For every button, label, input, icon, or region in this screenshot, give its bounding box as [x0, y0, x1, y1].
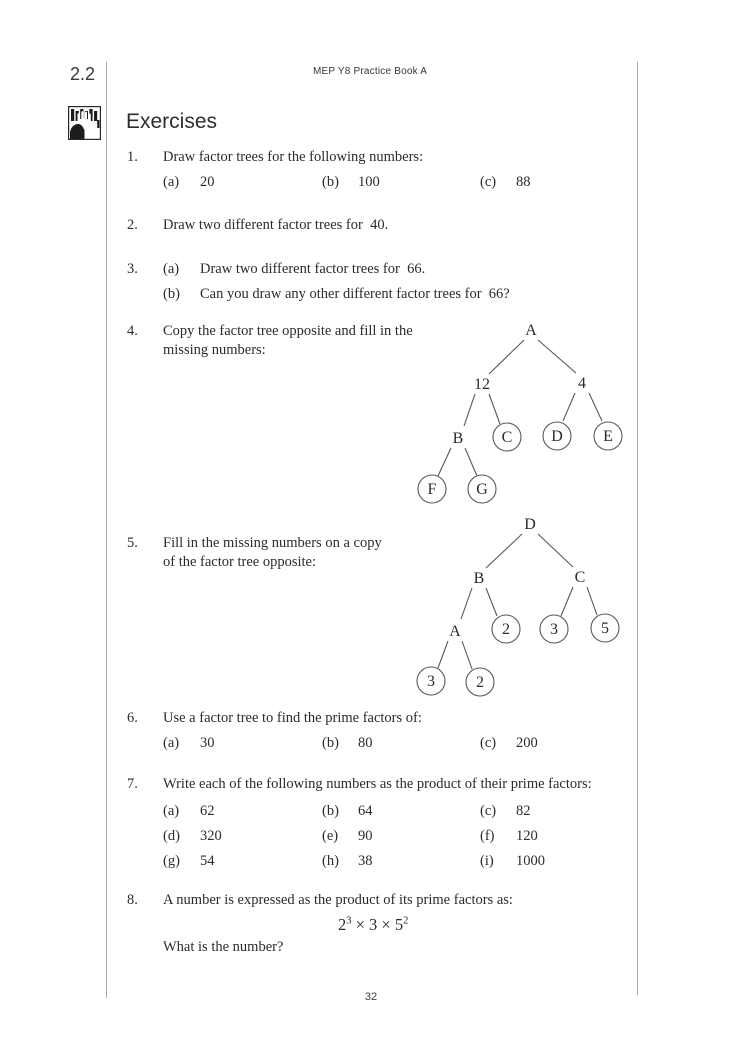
- tree-node-label: G: [476, 481, 488, 498]
- part-label: (c): [480, 174, 497, 190]
- part-label: (a): [163, 261, 180, 277]
- part-label: (a): [163, 174, 180, 190]
- question-8-line2: [0, 939, 743, 959]
- question-text: What is the number?: [163, 939, 284, 955]
- question-1: [0, 149, 743, 169]
- question-number: 7.: [127, 776, 138, 792]
- part-value: 1000: [516, 853, 545, 869]
- question-number: 3.: [127, 261, 138, 277]
- part-value: 62: [200, 803, 215, 819]
- factor-tree-q5: [400, 512, 632, 704]
- tree-node-label: D: [524, 516, 536, 533]
- part-label: (a): [163, 803, 180, 819]
- page-number: 32: [364, 991, 378, 1003]
- tree-node-label: E: [603, 428, 613, 445]
- tree-node-label: 2: [502, 621, 510, 638]
- part-label: (d): [163, 828, 180, 844]
- question-8: [0, 892, 743, 912]
- expression-exponent: 3: [346, 915, 352, 927]
- tree-node-label: A: [449, 623, 461, 640]
- question-7-row2: [0, 828, 743, 848]
- expression-middle: × 3 × 5: [351, 915, 404, 934]
- exercises-hand-icon: [68, 106, 101, 140]
- tree-node-label: 3: [427, 673, 435, 690]
- part-value: 100: [358, 174, 380, 190]
- part-value: 20: [200, 174, 215, 190]
- tree-node-label: 3: [550, 621, 558, 638]
- expression-exponent: 2: [403, 915, 409, 927]
- part-label: (c): [480, 803, 497, 819]
- part-value: 64: [358, 803, 373, 819]
- part-label: (h): [322, 853, 339, 869]
- question-number: 1.: [127, 149, 138, 165]
- part-value: 54: [200, 853, 215, 869]
- part-value: 82: [516, 803, 531, 819]
- question-text: A number is expressed as the product of its prime factors as:: [163, 892, 513, 908]
- tree-node-label: 4: [578, 375, 586, 392]
- question-2: [0, 217, 743, 237]
- tree-node-label: B: [452, 430, 464, 447]
- question-text: Draw factor trees for the following numbers:: [163, 149, 424, 165]
- part-value: 38: [358, 853, 373, 869]
- part-label: (b): [322, 174, 339, 190]
- question-1-parts: [0, 174, 743, 194]
- part-value: 30: [200, 735, 215, 751]
- part-text: Can you draw any other different factor trees for 66?: [200, 286, 510, 302]
- part-label: (c): [480, 735, 497, 751]
- question-number: 4.: [127, 323, 138, 339]
- part-value: 320: [200, 828, 222, 844]
- question-6: [0, 710, 743, 730]
- question-text-line1: Fill in the missing numbers on a copy: [163, 535, 382, 551]
- question-7-row3: [0, 853, 743, 873]
- part-label: (a): [163, 735, 180, 751]
- question-text: Use a factor tree to find the prime factors of:: [163, 710, 422, 726]
- part-label: (e): [322, 828, 339, 844]
- question-number: 5.: [127, 535, 138, 551]
- running-header: MEP Y8 Practice Book A: [313, 66, 428, 77]
- part-value: 90: [358, 828, 373, 844]
- tree-node-label: 2: [476, 674, 484, 691]
- question-text-line2: of the factor tree opposite:: [163, 554, 316, 570]
- part-label: (f): [480, 828, 495, 844]
- part-label: (b): [322, 735, 339, 751]
- tree-node-label: C: [501, 429, 513, 446]
- part-label: (i): [480, 853, 494, 869]
- section-number: 2.2: [70, 64, 96, 84]
- tree-node-label: 12: [474, 376, 490, 393]
- part-value: 120: [516, 828, 538, 844]
- question-number: 2.: [127, 217, 138, 233]
- tree-node-label: B: [473, 570, 485, 587]
- part-text: Draw two different factor trees for 66.: [200, 261, 426, 277]
- question-number: 8.: [127, 892, 138, 908]
- prime-factor-expression: [338, 915, 408, 935]
- tree-node-label: 5: [601, 620, 609, 637]
- question-text: Write each of the following numbers as the product of their prime factors:: [163, 776, 592, 792]
- part-label: (b): [163, 286, 180, 302]
- part-value: 88: [516, 174, 531, 190]
- expression-base: 2: [338, 915, 347, 934]
- question-6-parts: [0, 735, 743, 755]
- question-text-line2: missing numbers:: [163, 342, 266, 358]
- part-label: (g): [163, 853, 180, 869]
- question-number: 6.: [127, 710, 138, 726]
- question-3b: [0, 286, 743, 306]
- tree-node-label: D: [551, 428, 563, 445]
- factor-tree-q4: [410, 316, 632, 508]
- part-label: (b): [322, 803, 339, 819]
- tree-node-label: F: [427, 481, 437, 498]
- part-value: 200: [516, 735, 538, 751]
- question-7: [0, 776, 743, 796]
- page-title: Exercises: [126, 110, 218, 133]
- tree-node-label: C: [574, 569, 586, 586]
- question-7-row1: [0, 803, 743, 823]
- question-3a: [0, 261, 743, 281]
- tree-node-label: A: [525, 322, 537, 339]
- question-text: Draw two different factor trees for 40.: [163, 217, 389, 233]
- part-value: 80: [358, 735, 373, 751]
- question-text-line1: Copy the factor tree opposite and fill in the: [163, 323, 413, 339]
